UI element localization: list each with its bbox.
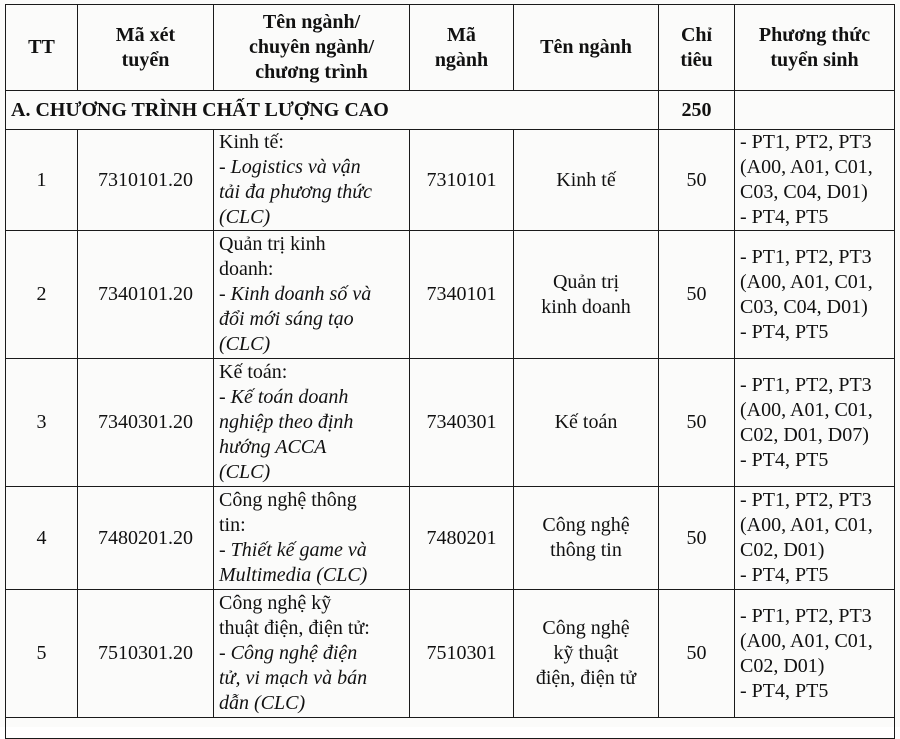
row-major-code: 7340101 <box>410 231 514 359</box>
row-quota: 50 <box>659 359 735 487</box>
row-major-name: Công nghệ thông tin <box>514 487 659 590</box>
table-row <box>6 590 895 718</box>
row-major-code: 7480201 <box>410 487 514 590</box>
row-code: 7340301.20 <box>78 359 214 487</box>
row-code: 7480201.20 <box>78 487 214 590</box>
table-row <box>6 359 895 487</box>
row-tt: 3 <box>6 359 78 487</box>
header-ma-xet-tuyen: Mã xét tuyển <box>78 5 214 91</box>
section-empty-cell <box>735 91 895 130</box>
cutoff-cell <box>6 718 895 739</box>
row-major-code: 7310101 <box>410 130 514 231</box>
row-program: Kinh tế: - Logistics và vận tải đa phương thức (CLC) <box>214 130 410 231</box>
header-chi-tieu: Chỉ tiêu <box>659 5 735 91</box>
row-quota: 50 <box>659 130 735 231</box>
row-quota: 50 <box>659 487 735 590</box>
row-major-code: 7510301 <box>410 590 514 718</box>
row-major-name: Kinh tế <box>514 130 659 231</box>
row-methods: - PT1, PT2, PT3 (A00, A01, C01, C02, D01) - PT4, PT5 <box>735 487 895 590</box>
row-program: Kế toán: - Kế toán doanh nghiệp theo định hướng ACCA (CLC) <box>214 359 410 487</box>
row-code: 7310101.20 <box>78 130 214 231</box>
table-row <box>6 130 895 231</box>
table-row <box>6 487 895 590</box>
row-methods: - PT1, PT2, PT3 (A00, A01, C01, C02, D01) - PT4, PT5 <box>735 590 895 718</box>
row-program: Quản trị kinh doanh: - Kinh doanh số và đổi mới sáng tạo (CLC) <box>214 231 410 359</box>
section-total-quota: 250 <box>659 91 735 130</box>
row-methods: - PT1, PT2, PT3 (A00, A01, C01, C03, C04, D01) - PT4, PT5 <box>735 130 895 231</box>
row-tt: 2 <box>6 231 78 359</box>
header-ten-nganh: Tên ngành <box>514 5 659 91</box>
row-program: Công nghệ kỹ thuật điện, điện tử: - Công nghệ điện tử, vi mạch và bán dẫn (CLC) <box>214 590 410 718</box>
row-quota: 50 <box>659 231 735 359</box>
admission-table <box>5 4 895 739</box>
row-program: Công nghệ thông tin: - Thiết kế game và Multimedia (CLC) <box>214 487 410 590</box>
row-methods: - PT1, PT2, PT3 (A00, A01, C01, C03, C04, D01) - PT4, PT5 <box>735 231 895 359</box>
row-major-code: 7340301 <box>410 359 514 487</box>
table-row-cutoff <box>6 718 895 739</box>
header-row <box>6 5 895 91</box>
row-tt: 1 <box>6 130 78 231</box>
section-row <box>6 91 895 130</box>
row-major-name: Quản trị kinh doanh <box>514 231 659 359</box>
row-quota: 50 <box>659 590 735 718</box>
header-phuong-thuc: Phương thức tuyển sinh <box>735 5 895 91</box>
header-tt: TT <box>6 5 78 91</box>
row-major-name: Kế toán <box>514 359 659 487</box>
table-row <box>6 231 895 359</box>
row-code: 7510301.20 <box>78 590 214 718</box>
header-ma-nganh: Mã ngành <box>410 5 514 91</box>
section-title: A. CHƯƠNG TRÌNH CHẤT LƯỢNG CAO <box>6 91 659 130</box>
row-code: 7340101.20 <box>78 231 214 359</box>
row-methods: - PT1, PT2, PT3 (A00, A01, C01, C02, D01, D07) - PT4, PT5 <box>735 359 895 487</box>
row-tt: 5 <box>6 590 78 718</box>
row-tt: 4 <box>6 487 78 590</box>
row-major-name: Công nghệ kỹ thuật điện, điện tử <box>514 590 659 718</box>
header-ten-nganh-chuyen-nganh: Tên ngành/ chuyên ngành/ chương trình <box>214 5 410 91</box>
